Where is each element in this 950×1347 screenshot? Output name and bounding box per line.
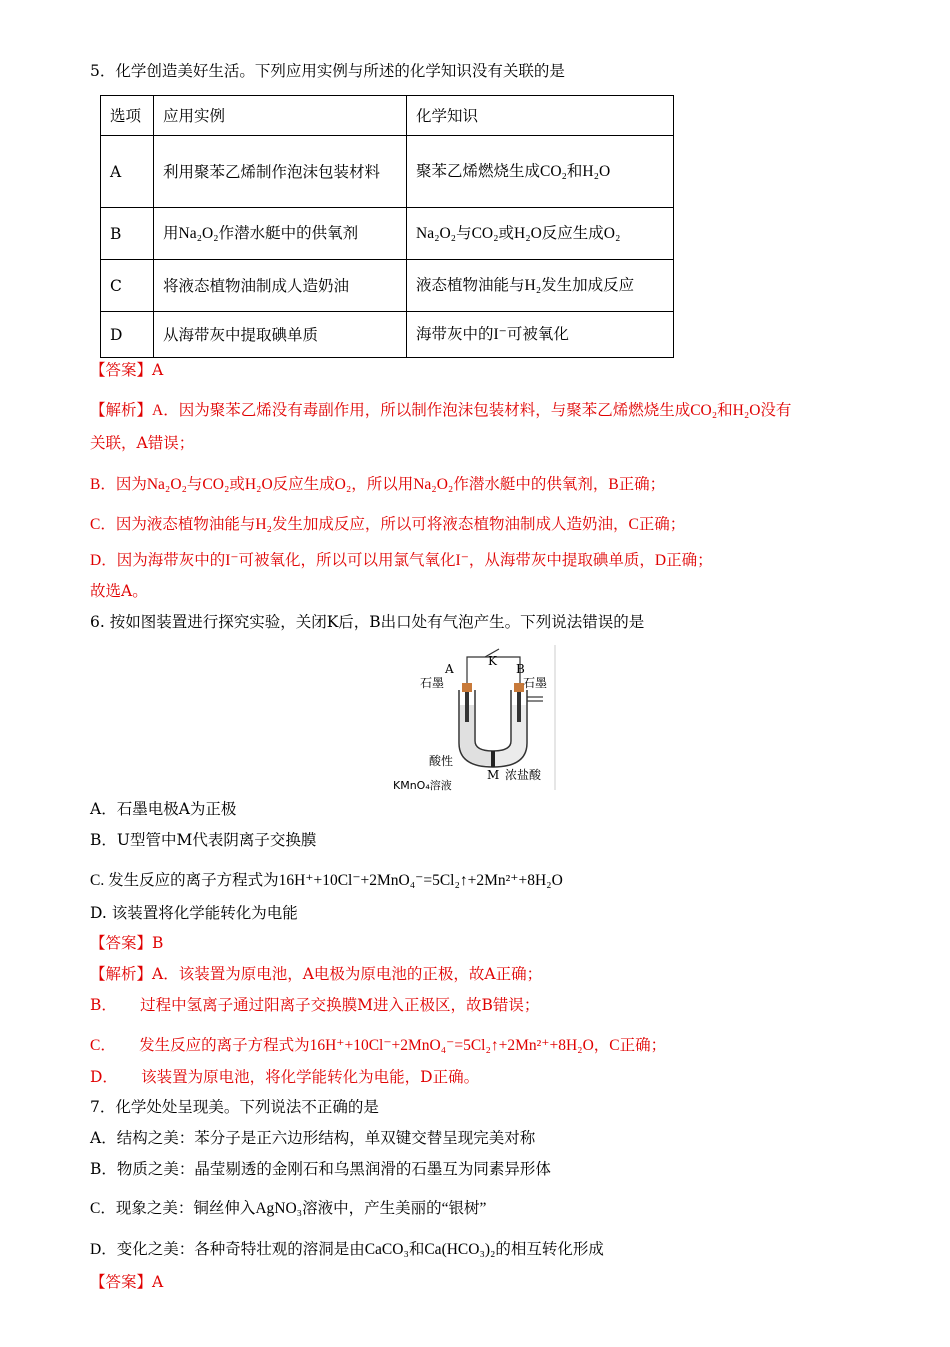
q6-option-b: B．U型管中M代表阴离子交换膜 (90, 831, 317, 849)
q6-option-c: C. 发生反应的离子方程式为16H⁺+10Cl⁻+2MnO₄⁻=5Cl₂↑+2Mn²⁺+8H₂O (90, 872, 563, 889)
u-tube-diagram (393, 645, 565, 792)
label-left-solution: 酸性 (429, 754, 454, 768)
label-kmno4-solution: KMnO₄溶液 (393, 779, 452, 792)
q7-answer: 【答案】A (90, 1273, 164, 1291)
label-right-solution: 浓盐酸 (505, 768, 542, 782)
row-application: 用Na₂O₂作潜水艇中的供氧剂 (154, 208, 407, 260)
q7-stem: 7．化学处处呈现美。下列说法不正确的是 (90, 1098, 379, 1116)
q5-analysis-line: B．因为Na₂O₂与CO₂或H₂O反应生成O₂，所以用Na₂O₂作潜水艇中的供氧剂，B正确； (90, 476, 666, 493)
q5-analysis-line: 故选A。 (90, 582, 148, 600)
q6-analysis-line: 【解析】A．该装置为原电池，A电极为原电池的正极，故A正确； (90, 965, 543, 983)
q6-analysis-line: C． 发生反应的离子方程式为16H⁺+10Cl⁻+2MnO₄⁻=5Cl₂↑+2Mn²⁺+8H₂O，C正确； (90, 1037, 667, 1054)
label-left-graphite: 石墨 (420, 676, 445, 690)
electrochemical-cell-diagram (393, 645, 565, 792)
q7-option-b: B．物质之美：晶莹剔透的金刚石和乌黑润滑的石墨互为同素异形体 (90, 1160, 551, 1178)
label-right-graphite: 石墨 (523, 676, 548, 690)
q5-analysis-line: 关联，A错误； (90, 434, 195, 452)
label-electrode-b: B (516, 662, 525, 676)
q6-stem: 6. 按如图装置进行探究实验，关闭K后，B出口处有气泡产生。下列说法错误的是 (90, 613, 645, 631)
label-membrane-m: M (487, 768, 500, 782)
row-option: C (101, 260, 154, 312)
q5-table (100, 95, 674, 358)
table-row (101, 312, 674, 358)
q5-analysis-line: 【解析】A．因为聚苯乙烯没有毒副作用，所以制作泡沫包装材料，与聚苯乙烯燃烧生成CO₂和H₂O没有 (90, 402, 792, 419)
q5-analysis-line: D．因为海带灰中的I⁻可被氧化，所以可以用氯气氧化I⁻，从海带灰中提取碘单质，D正确； (90, 552, 713, 569)
row-knowledge: Na₂O₂与CO₂或H₂O反应生成O₂ (407, 208, 674, 260)
row-knowledge: 聚苯乙烯燃烧生成CO₂和H₂O (407, 136, 674, 208)
header-application: 应用实例 (154, 96, 407, 136)
q7-option-d: D．变化之美：各种奇特壮观的溶洞是由CaCO₃和Ca(HCO₃)₂的相互转化形成 (90, 1241, 604, 1258)
row-application: 将液态植物油制成人造奶油 (154, 260, 407, 312)
q6-analysis-line: B． 过程中氢离子通过阳离子交换膜M进入正极区，故B错误； (90, 996, 540, 1014)
q6-option-d: D. 该装置将化学能转化为电能 (90, 904, 298, 922)
header-knowledge: 化学知识 (407, 96, 674, 136)
q5-answer: 【答案】A (90, 361, 164, 379)
row-application: 利用聚苯乙烯制作泡沫包装材料 (154, 136, 407, 208)
table-header-row (101, 96, 674, 136)
q5-analysis-line: C．因为液态植物油能与H₂发生加成反应，所以可将液态植物油制成人造奶油，C正确； (90, 516, 686, 533)
q7-option-c: C．现象之美：铜丝伸入AgNO₃溶液中，产生美丽的“银树” (90, 1200, 487, 1217)
q6-analysis-line: D． 该装置为原电池，将化学能转化为电能，D正确。 (90, 1068, 480, 1086)
label-electrode-a: A (445, 662, 454, 676)
row-option: D (101, 312, 154, 358)
q6-answer: 【答案】B (90, 934, 164, 952)
q5-stem: 5．化学创造美好生活。下列应用实例与所述的化学知识没有关联的是 (90, 62, 565, 80)
row-option: A (101, 136, 154, 208)
row-knowledge: 海带灰中的I⁻可被氧化 (407, 312, 674, 358)
label-switch-k: K (488, 654, 497, 668)
table-row (101, 208, 674, 260)
header-option: 选项 (101, 96, 154, 136)
q7-option-a: A．结构之美：苯分子是正六边形结构，单双键交替呈现完美对称 (90, 1129, 536, 1147)
table-row (101, 260, 674, 312)
row-application: 从海带灰中提取碘单质 (154, 312, 407, 358)
q6-option-a: A．石墨电极A为正极 (90, 800, 237, 818)
row-knowledge: 液态植物油能与H₂发生加成反应 (407, 260, 674, 312)
table-row (101, 136, 674, 208)
row-option: B (101, 208, 154, 260)
